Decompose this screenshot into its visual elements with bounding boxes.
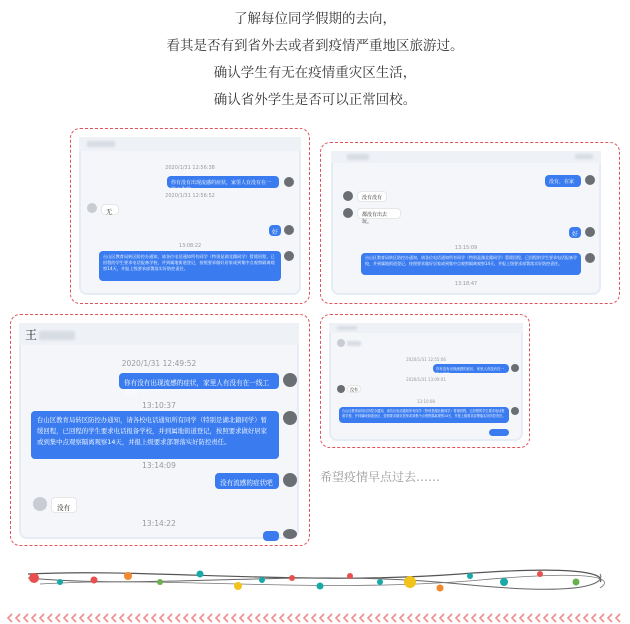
avatar [283,373,297,387]
header-icons-blurred [575,154,593,159]
avatar [585,175,595,185]
contact-name-blurred [39,331,75,340]
contact-name-blurred [337,326,357,330]
chevron-border [8,614,620,622]
chat-header [329,323,523,333]
timestamp: 13:10:08 [417,399,435,404]
avatar [585,253,595,263]
message-bubble-sent: 台山区教育局转区防控办通知，请各位电话通知所有同学（特别是湖北籍同学）暂缓回程，已回程的学生要求电话报备学校，并到属地街道登记，按照要求做好居家或到集中点观察隔离观察14天，并报上级要求部署落实好防控责任。 [99,251,281,281]
chat-screenshot-1 [79,137,301,295]
caption: 希望疫情早点过去…… [320,470,441,484]
message-bubble-sent: 好 [269,225,281,236]
chat-header [79,137,301,151]
avatar [283,473,297,487]
intro-line-4: 确认省外学生是否可以正常回校。 [213,92,417,108]
timestamp: 2020/1/31 12:56:38 [165,165,215,171]
message-bubble-sent: 没有，在家 [545,175,581,187]
timestamp: 13:10:37 [142,401,176,410]
decorative-lights [0,560,630,624]
message-bubble-sent: 台山区教育局转区防控办通知，请各位电话通知所有同学（特别是湖北籍同学）暂缓回程，已回程的学生要求电话报备学校，并到属地街道登记，按照要求做好居家或到集中点观察隔离观察14天，并报上级要求部署落实好防控责任。 [361,253,581,275]
avatar [343,208,353,218]
message-bubble-sent [263,531,279,541]
avatar [511,364,519,372]
avatar [284,251,294,261]
avatar [87,203,97,213]
avatar [283,411,297,425]
message-bubble-sent: 你有没有出现流感的症状，家里人有没有在一线工作的 [167,176,279,188]
intro-line-1: 了解每位同学假期的去向， [234,11,396,27]
avatar [511,407,519,415]
timestamp: 2020/1/31 12:55:06 [406,357,446,362]
chat-header [19,323,299,345]
chat-frame-2 [320,142,620,304]
avatar [284,177,294,187]
timestamp: 13:14:22 [142,519,176,528]
contact-name-blurred [87,141,115,147]
contact-name-blurred [347,154,369,160]
message-bubble-sent [489,429,509,436]
intro-text [0,6,630,114]
preview-blurred [347,341,361,346]
avatar [343,191,353,201]
message-bubble-received: 没有 [347,385,361,393]
timestamp: 13:08:22 [178,243,202,249]
chat-screenshot-2 [331,151,601,295]
chat-frame-3 [10,314,310,546]
avatar [283,529,297,539]
message-bubble-received: 没有没有 [357,191,387,202]
avatar [337,339,345,347]
timestamp: 2020/1/31 12:49:52 [121,359,197,368]
avatar [585,227,595,237]
chat-frame-1 [70,128,310,304]
timestamp: 2020/1/31 12:56:52 [165,193,215,199]
chat-screenshot-3 [19,323,299,539]
timestamp: 13:15:09 [454,245,478,251]
timestamp: 13:18:47 [454,281,478,287]
timestamp: 2020/1/31 13:09:01 [406,377,446,382]
timestamp: 13:14:09 [142,461,176,470]
message-bubble-sent: 台山区教育局转区防控办通知，请各校电话通知所有同学（特别是湖北籍同学）暂缓回程，已回程的学生要求电话报备学校，并到属地街道登记，按照要求做好居家或到集中点观察隔离观察14天，并报上级要求部署落实好防控责任。 [31,411,279,459]
message-bubble-sent: 没有流感的症状吧 [215,473,279,489]
message-bubble-sent: 你有没有出现流感的症状，家里人有没有在一线工作的 [433,364,509,373]
intro-line-3: 确认学生有无在疫情重灾区生活， [213,65,417,81]
message-bubble-sent: 好 [569,227,581,238]
avatar [284,225,294,235]
chat-header [331,151,601,163]
message-bubble-sent: 你有没有出现流感的症状，家里人有没有在一线工作的 [119,373,279,389]
avatar [33,497,47,511]
intro-line-2: 看其是否有到省外去或者到疫情严重地区旅游过。 [166,38,464,54]
chat-screenshot-4 [329,323,523,441]
message-bubble-sent: 台山区教育局转区防控办通知，请各位电话通知所有同学（特别是湖北籍同学）暂缓回程，已回程的学生要求电话报备学校，并到属地街道登记，按照要求做好居家或到集中点观察隔离观察14天，并报上级要求部署落实好防控责任。 [339,407,509,423]
chat-frame-4 [320,314,530,448]
contact-name: 王 [25,328,38,342]
message-bubble-received: 无 [101,204,119,215]
message-bubble-received: 没有 [51,497,77,513]
light-bulbs [29,571,580,592]
avatar [337,385,345,393]
message-bubble-received: 都没有出去玩。 [357,208,401,219]
